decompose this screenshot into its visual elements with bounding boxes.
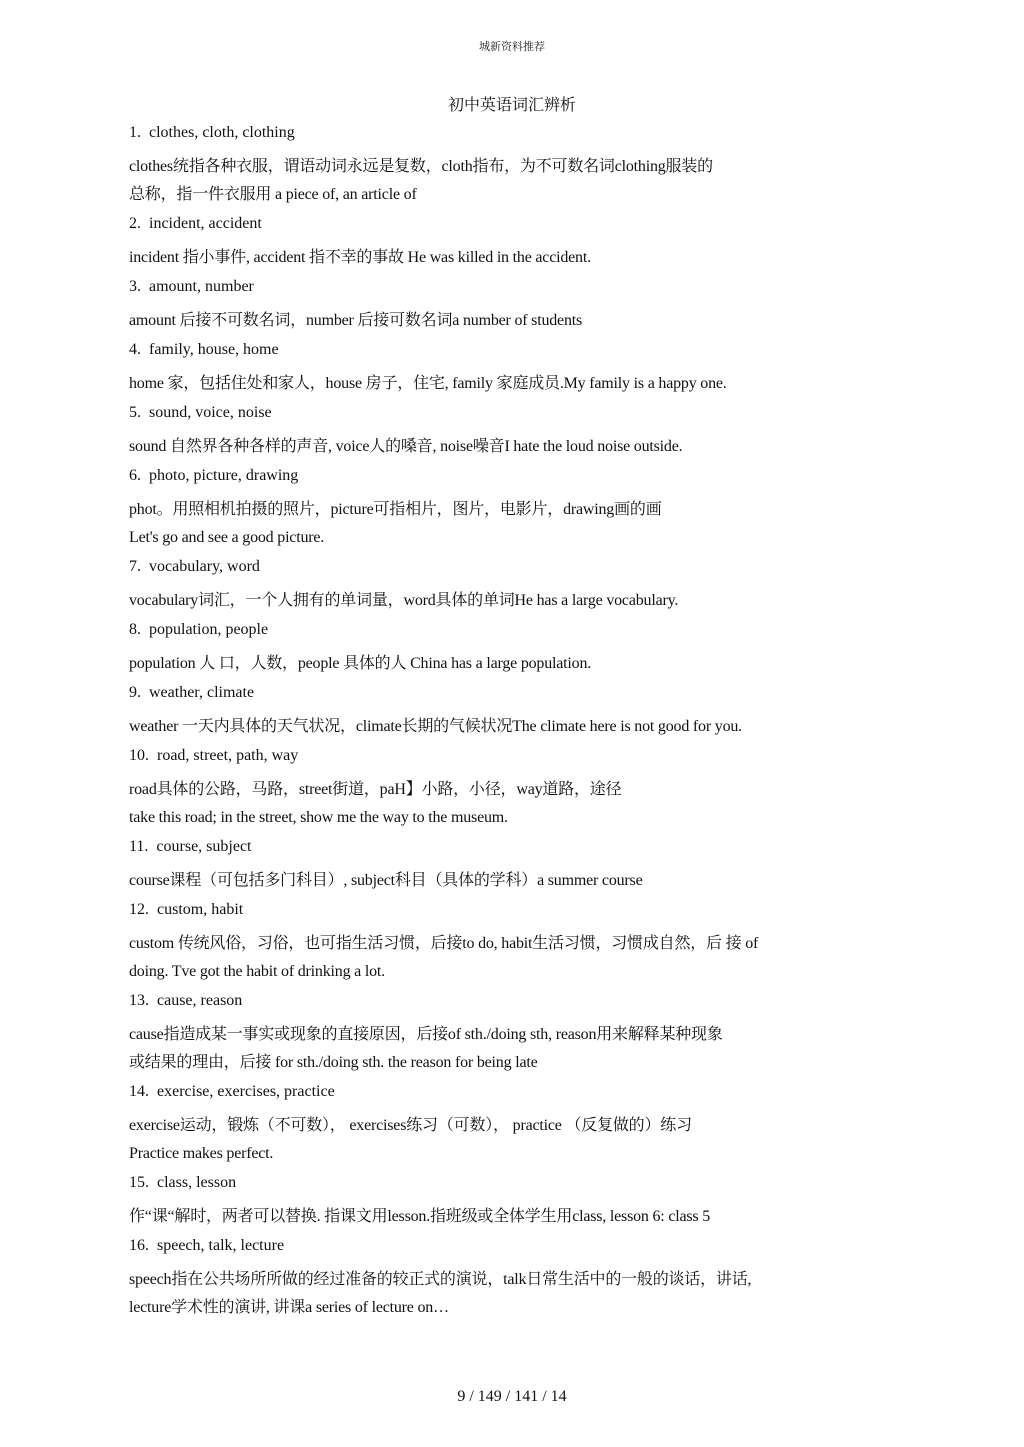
entry-heading	[129, 1080, 889, 1104]
page-header: 城新资料推荐	[479, 40, 545, 53]
entry-line: Practice makes perfect.	[129, 1145, 274, 1162]
entry-line: sound 自然界各种各样的声音, voice人的嗓音, noise噪音I hate the loud noise outside.	[129, 438, 683, 455]
entry-line: lecture学术性的演讲, 讲课a series of lecture on…	[129, 1299, 449, 1316]
entry-body	[129, 244, 889, 272]
entry-9	[129, 681, 889, 741]
entry-number: 8.	[129, 621, 141, 638]
entry-number: 14.	[129, 1083, 149, 1100]
entry-body	[129, 713, 889, 741]
entry-8	[129, 618, 889, 678]
entry-body	[129, 433, 889, 461]
entry-words: clothes, cloth, clothing	[149, 124, 295, 141]
entry-7	[129, 555, 889, 615]
entry-heading	[129, 121, 889, 145]
entry-number: 4.	[129, 341, 141, 358]
entry-heading	[129, 835, 889, 859]
entry-words: amount, number	[149, 278, 254, 295]
entry-10	[129, 744, 889, 832]
entry-body	[129, 930, 889, 986]
entry-list	[129, 121, 889, 1325]
entry-5	[129, 401, 889, 461]
entry-words: road, street, path, way	[157, 747, 299, 764]
entry-number: 15.	[129, 1174, 149, 1191]
entry-number: 3.	[129, 278, 141, 295]
entry-line: weather 一天内具体的天气状况，climate长期的气候状况The climate here is not good for you.	[129, 718, 742, 735]
entry-heading	[129, 401, 889, 425]
entry-body	[129, 1203, 889, 1231]
entry-4	[129, 338, 889, 398]
entry-heading	[129, 744, 889, 768]
entry-number: 5.	[129, 404, 141, 421]
entry-words: population, people	[149, 621, 269, 638]
entry-line: 总称，指一件衣服用 a piece of, an article of	[129, 186, 417, 203]
entry-heading	[129, 464, 889, 488]
entry-2	[129, 212, 889, 272]
entry-line: exercise运动，锻炼（不可数）， exercises练习（可数）， practice （反复做的）练习	[129, 1117, 692, 1134]
entry-heading	[129, 212, 889, 236]
entry-words: vocabulary, word	[149, 558, 260, 575]
entry-14	[129, 1080, 889, 1168]
entry-number: 10.	[129, 747, 149, 764]
entry-body	[129, 867, 889, 895]
entry-body	[129, 587, 889, 615]
entry-line: vocabulary词汇，一个人拥有的单词量，word具体的单词He has a large vocabulary.	[129, 592, 679, 609]
entry-number: 6.	[129, 467, 141, 484]
entry-line: incident 指小事件, accident 指不幸的事故 He was killed in the accident.	[129, 249, 591, 266]
entry-line: 作“课“解时，两者可以替换. 指课文用lesson.指班级或全体学生用class, lesson 6: class 5	[129, 1208, 711, 1225]
entry-body	[129, 496, 889, 552]
entry-body	[129, 153, 889, 209]
entry-line: phot。用照相机拍摄的照片，picture可指相片，图片，电影片，drawing画的画	[129, 501, 662, 518]
entry-words: incident, accident	[149, 215, 262, 232]
entry-line: course课程（可包括多门科目）, subject科目（具体的学科）a summer course	[129, 872, 643, 889]
entry-body	[129, 1112, 889, 1168]
entry-number: 9.	[129, 684, 141, 701]
entry-body	[129, 650, 889, 678]
entry-15	[129, 1171, 889, 1231]
entry-heading	[129, 555, 889, 579]
entry-line: take this road; in the street, show me the way to the museum.	[129, 809, 508, 826]
entry-words: class, lesson	[157, 1174, 237, 1191]
entry-number: 13.	[129, 992, 149, 1009]
entry-number: 11.	[129, 838, 149, 855]
entry-3	[129, 275, 889, 335]
entry-words: custom, habit	[157, 901, 244, 918]
entry-line: road具体的公路，马路，street街道，paH】小路，小径，way道路，途径	[129, 781, 622, 798]
entry-words: sound, voice, noise	[149, 404, 272, 421]
entry-words: speech, talk, lecture	[157, 1237, 285, 1254]
entry-1	[129, 121, 889, 209]
entry-line: amount 后接不可数名词，number 后接可数名词a number of students	[129, 312, 583, 329]
entry-words: exercise, exercises, practice	[157, 1083, 335, 1100]
entry-body	[129, 776, 889, 832]
entry-12	[129, 898, 889, 986]
entry-heading	[129, 898, 889, 922]
entry-line: clothes统指各种衣服，谓语动词永远是复数，cloth指布，为不可数名词clothing服装的	[129, 158, 713, 175]
entry-line: Let's go and see a good picture.	[129, 529, 325, 546]
entry-number: 2.	[129, 215, 141, 232]
entry-words: course, subject	[156, 838, 252, 855]
entry-heading	[129, 338, 889, 362]
entry-words: cause, reason	[157, 992, 243, 1009]
entry-body	[129, 1021, 889, 1077]
entry-line: custom 传统风俗，习俗，也可指生活习惯，后接to do, habit生活习惯，习惯成自然，后 接 of	[129, 935, 759, 952]
entry-heading	[129, 1171, 889, 1195]
entry-line: 或结果的理由，后接 for sth./doing sth. the reason for being late	[129, 1054, 538, 1071]
document-title: 初中英语词汇辨析	[447, 95, 576, 114]
entry-body	[129, 307, 889, 335]
entry-heading	[129, 275, 889, 299]
entry-11	[129, 835, 889, 895]
entry-line: population 人 口，人数，people 具体的人 China has a large population.	[129, 655, 592, 672]
entry-words: family, house, home	[149, 341, 279, 358]
entry-line: doing. Tve got the habit of drinking a lot.	[129, 963, 385, 980]
entry-6	[129, 464, 889, 552]
page-number: 9 / 149 / 141 / 14	[457, 1388, 567, 1405]
entry-line: speech指在公共场所所做的经过准备的较正式的演说，talk日常生活中的一般的谈话，讲话,	[129, 1271, 752, 1288]
entry-words: weather, climate	[149, 684, 255, 701]
entry-number: 12.	[129, 901, 149, 918]
entry-heading	[129, 989, 889, 1013]
entry-words: photo, picture, drawing	[149, 467, 299, 484]
entry-number: 16.	[129, 1237, 149, 1254]
entry-body	[129, 370, 889, 398]
entry-line: cause指造成某一事实或现象的直接原因，后接of sth./doing sth, reason用来解释某种现象	[129, 1026, 723, 1043]
entry-heading	[129, 681, 889, 705]
entry-13	[129, 989, 889, 1077]
entry-number: 7.	[129, 558, 141, 575]
entry-body	[129, 1266, 889, 1322]
entry-heading	[129, 1234, 889, 1258]
entry-heading	[129, 618, 889, 642]
entry-line: home 家，包括住处和家人，house 房子，住宅, family 家庭成员.My family is a happy one.	[129, 375, 727, 392]
entry-number: 1.	[129, 124, 141, 141]
entry-16	[129, 1234, 889, 1322]
